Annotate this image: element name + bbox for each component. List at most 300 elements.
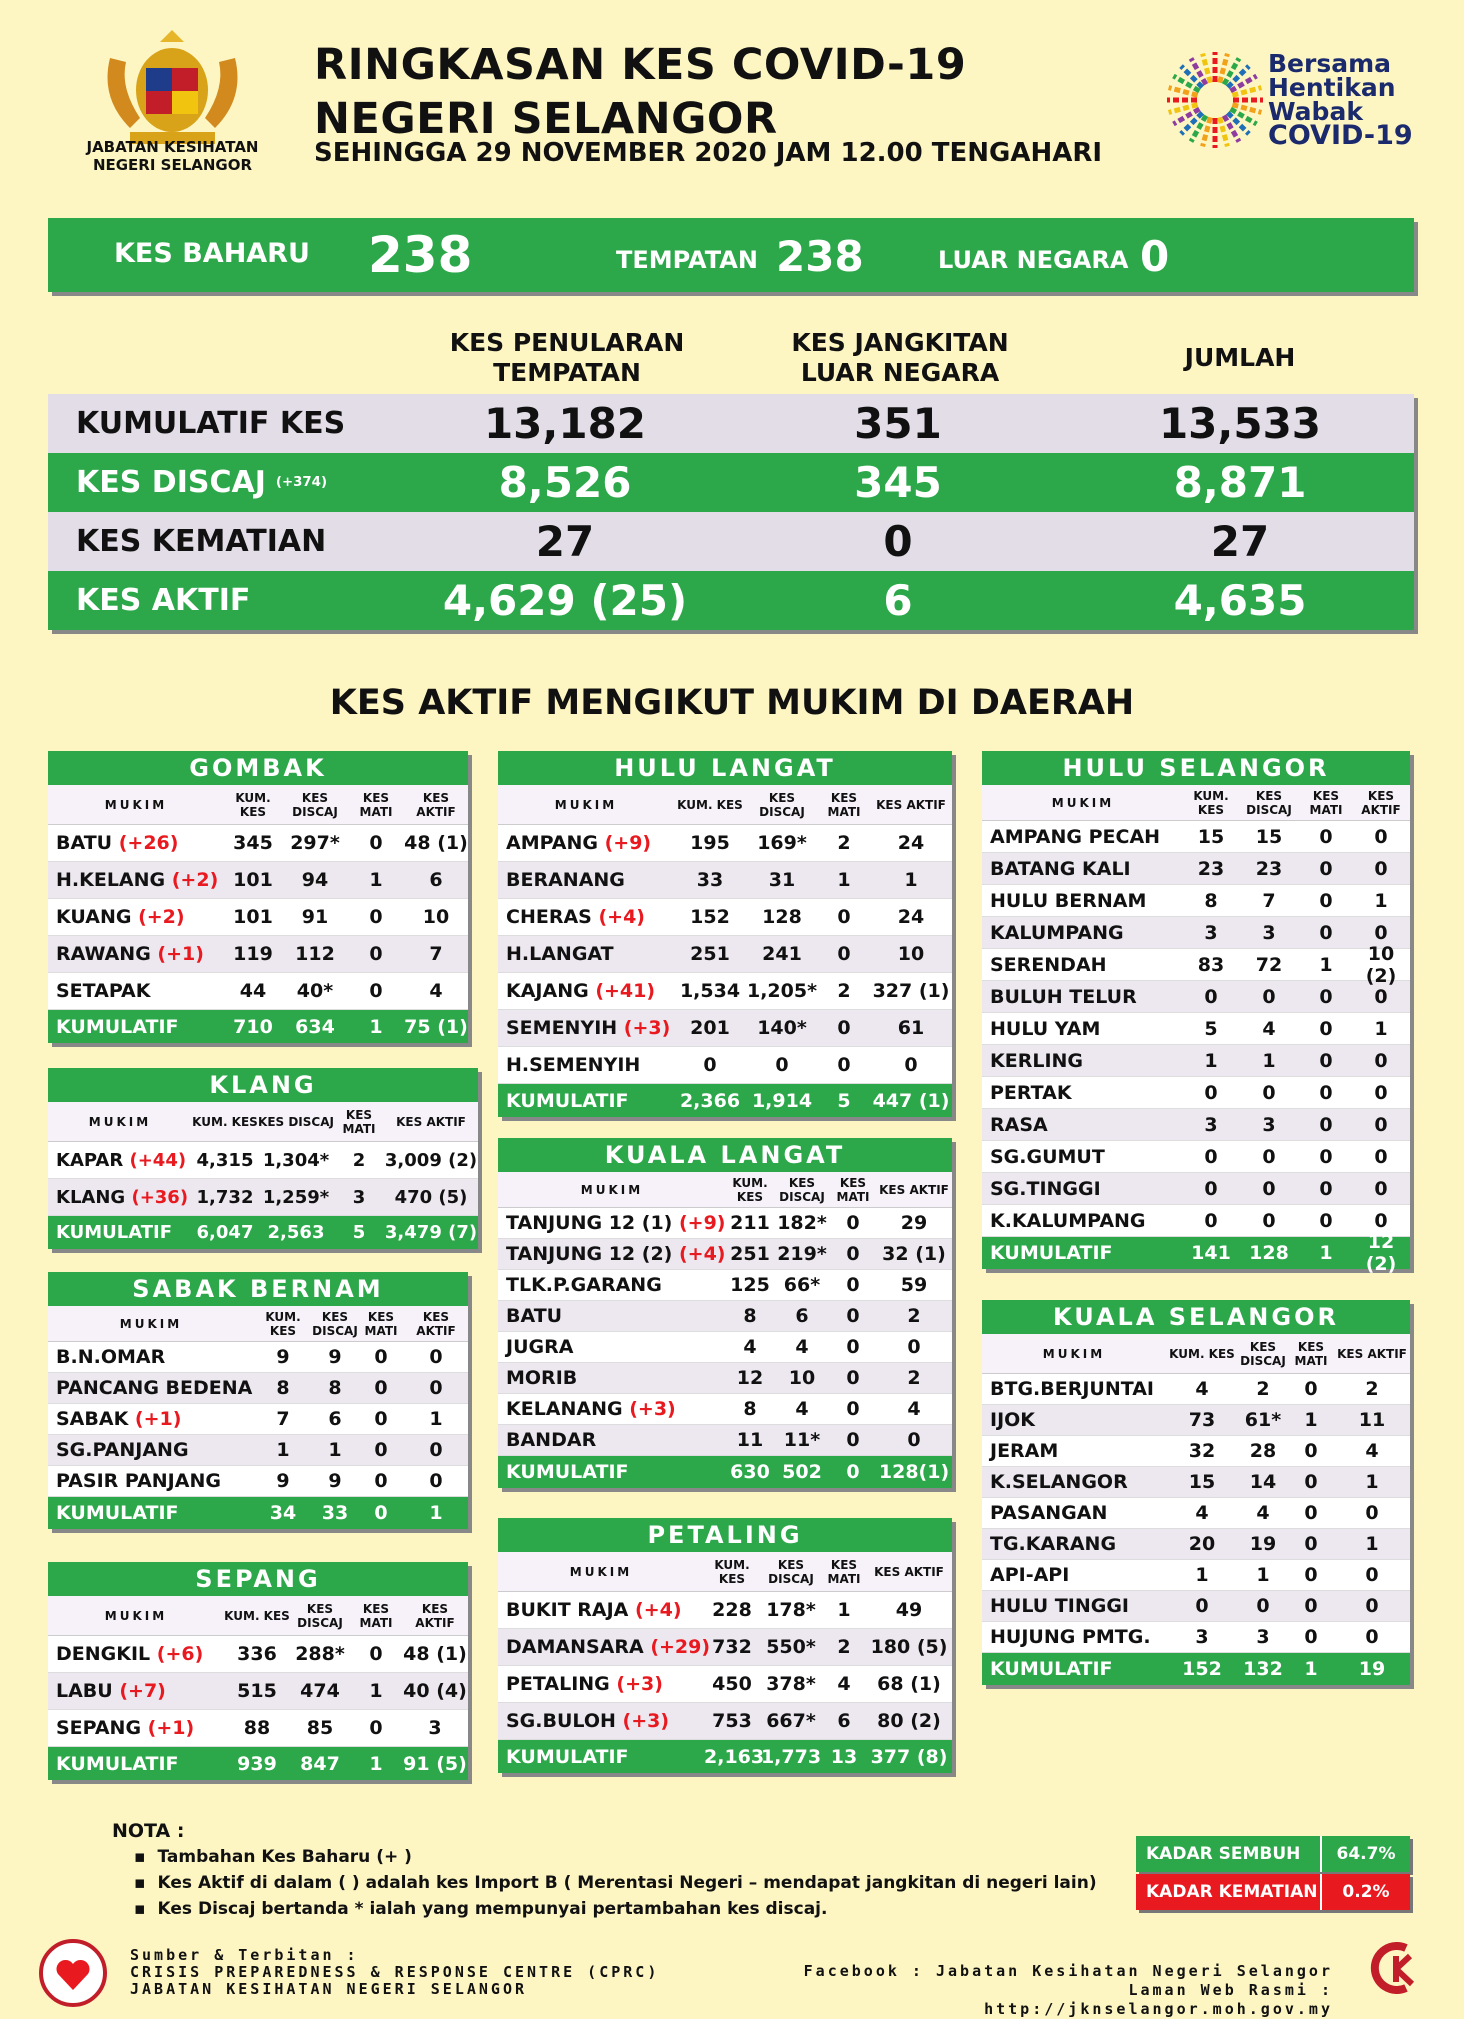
mukim-cell <box>498 832 674 854</box>
notes-title: NOTA : <box>112 1820 185 1842</box>
kumulatif-row <box>982 1653 1410 1685</box>
value-cell: 11* <box>783 1429 821 1451</box>
table-row <box>498 1592 952 1629</box>
table-row <box>498 825 952 862</box>
value-cell: 0 <box>904 1054 918 1076</box>
value-cell: 0 <box>1365 1595 1379 1617</box>
value-cell: 4 <box>795 1398 809 1420</box>
mukim-name: K.SELANGOR <box>990 1471 1128 1493</box>
panel-title: KUALA LANGAT <box>498 1138 952 1172</box>
panel-header-cell: KES MATI <box>1294 1339 1328 1368</box>
mukim-cell <box>982 1114 1184 1136</box>
new-cases-delta: (+9) <box>678 1212 726 1234</box>
panel-header-row <box>48 785 468 825</box>
value-cell: 515 <box>237 1680 277 1702</box>
table-row <box>982 1405 1410 1436</box>
mukim-cell <box>982 1050 1184 1072</box>
value-cell: 19 <box>1249 1533 1277 1555</box>
death-rate-label: KADAR KEMATIAN <box>1146 1882 1318 1902</box>
value-cell: 15 <box>1255 825 1283 848</box>
new-cases-delta: (+1) <box>147 1717 195 1739</box>
kumulatif-value: 1 <box>1304 1658 1318 1680</box>
footer-source-line3: JABATAN KESIHATAN NEGERI SELANGOR <box>130 1980 528 1998</box>
panel-header-cell: KES DISCAJ <box>297 1601 343 1630</box>
mukim-cell <box>982 1409 1166 1431</box>
mukim-name: KUANG <box>56 906 139 928</box>
table-row <box>498 899 952 936</box>
kumulatif-value: 447 (1) <box>872 1089 950 1112</box>
dept-line2: NEGERI SELANGOR <box>92 156 253 174</box>
mukim-name: BUKIT RAJA <box>506 1599 636 1621</box>
kumulatif-value: 630 <box>730 1461 770 1483</box>
value-cell: 1,304* <box>262 1149 330 1171</box>
panel-header-row <box>498 1172 952 1208</box>
value-cell: 40 (4) <box>403 1680 467 1702</box>
value-cell: 4 <box>429 980 443 1002</box>
table-row <box>48 1373 468 1404</box>
mukim-name: BATU <box>56 832 119 854</box>
value-cell: 297* <box>290 832 340 854</box>
table-row <box>982 853 1410 885</box>
value-cell: 0 <box>369 1717 383 1739</box>
mukim-cell <box>48 1346 254 1368</box>
value-cell: 0 <box>907 1336 921 1358</box>
table-row <box>48 1142 478 1179</box>
new-cases-delta: (+1) <box>157 943 204 965</box>
new-cases-delta: (+36) <box>131 1186 189 1208</box>
value-cell: 251 <box>730 1243 770 1265</box>
mukim-cell <box>498 1243 726 1265</box>
kumulatif-label: KUMULATIF <box>506 1461 629 1483</box>
notes <box>112 1820 1097 1922</box>
table-row <box>498 1629 952 1666</box>
value-cell: 0 <box>1374 985 1388 1008</box>
panel-header-cell: KES DISCAJ <box>768 1557 814 1586</box>
value-cell: 1 <box>1195 1564 1209 1586</box>
mukim-cell <box>498 1673 704 1695</box>
panel-header-cell: KUM. KES <box>732 1175 768 1204</box>
col2-line1: KES JANGKITAN <box>791 328 1009 357</box>
value-cell: 1 <box>328 1439 342 1461</box>
value-cell: 0 <box>1304 1471 1318 1493</box>
mukim-name: BANDAR <box>506 1429 597 1451</box>
summary-value: 27 <box>1210 517 1270 566</box>
value-cell: 15 <box>1188 1471 1216 1493</box>
kumulatif-value: 939 <box>237 1752 277 1775</box>
mukim-name: H.KELANG <box>56 869 172 891</box>
value-cell: 0 <box>1319 1049 1333 1072</box>
mukim-name: RAWANG <box>56 943 158 965</box>
kumulatif-row <box>48 1216 478 1249</box>
value-cell: 0 <box>1204 985 1218 1008</box>
value-cell: 48 (1) <box>404 832 468 854</box>
mukim-cell <box>48 1377 254 1399</box>
panel-title: KUALA SELANGOR <box>982 1300 1410 1334</box>
kumulatif-value: 33 <box>321 1502 349 1524</box>
value-cell: 5 <box>1204 1017 1218 1040</box>
table-row <box>982 1560 1410 1591</box>
value-cell: 91 <box>301 906 329 928</box>
mukim-cell <box>498 869 674 891</box>
table-row <box>48 825 468 862</box>
panel-header-cell: KES AKTIF <box>416 1309 456 1338</box>
panel-header-cell: KES MATI <box>827 1557 861 1586</box>
panel-header-cell: KUM. KES <box>1169 1346 1235 1361</box>
panel-header-cell: KUM. KES <box>677 797 743 812</box>
value-cell: 48 (1) <box>403 1643 467 1665</box>
col-header-tempatan <box>430 328 704 388</box>
mukim-name: SERENDAH <box>990 953 1107 976</box>
summary-row-label: KES DISCAJ <box>76 465 266 500</box>
value-cell: 2 <box>837 832 851 854</box>
value-cell: 9 <box>276 1470 290 1492</box>
heart-badge-icon <box>38 1938 108 2008</box>
value-cell: 0 <box>1319 1017 1333 1040</box>
mukim-name: KALUMPANG <box>990 921 1124 944</box>
summary-value: 0 <box>883 517 913 566</box>
logo-line2: Hentikan <box>1268 73 1396 102</box>
mukim-name: KERLING <box>990 1049 1084 1072</box>
panel-hulu-langat <box>498 751 952 1117</box>
footer-facebook: Facebook : Jabatan Kesihatan Negeri Selangor <box>803 1962 1333 1980</box>
table-row <box>498 936 952 973</box>
table-row <box>498 1425 952 1456</box>
value-cell: 23 <box>1197 857 1225 880</box>
table-row <box>982 1013 1410 1045</box>
value-cell: 61 <box>897 1017 925 1039</box>
value-cell: 8 <box>276 1377 290 1399</box>
tempatan-value: 238 <box>776 232 864 281</box>
value-cell: 1 <box>1204 1049 1218 1072</box>
value-cell: 9 <box>328 1470 342 1492</box>
kumulatif-label: KUMULATIF <box>56 1015 179 1038</box>
mukim-cell <box>48 1150 192 1171</box>
panel-title: HULU SELANGOR <box>982 751 1410 785</box>
mukim-name: KAJANG <box>506 980 596 1002</box>
panel-header-row <box>982 785 1410 821</box>
campaign-logo-text <box>1268 49 1413 151</box>
value-cell: 11 <box>1358 1409 1386 1431</box>
value-cell: 178* <box>766 1599 816 1621</box>
col1-line2: TEMPATAN <box>493 358 641 387</box>
value-cell: 32 (1) <box>882 1243 946 1265</box>
panel-header-cell: KES AKTIF <box>876 797 946 812</box>
value-cell: 1 <box>1374 889 1388 912</box>
value-cell: 4 <box>1365 1440 1379 1462</box>
table-row <box>498 1703 952 1740</box>
value-cell: 4 <box>1262 1017 1276 1040</box>
value-cell: 0 <box>1319 1081 1333 1104</box>
mukim-name: RASA <box>990 1113 1048 1136</box>
value-cell: 450 <box>712 1673 752 1695</box>
mukim-cell <box>498 1636 711 1658</box>
mukim-cell <box>982 1595 1166 1617</box>
value-cell: 327 (1) <box>872 980 950 1002</box>
table-row <box>498 1208 952 1239</box>
value-cell: 211 <box>730 1212 770 1234</box>
panel-kuala-langat <box>498 1138 952 1488</box>
value-cell: 10 <box>788 1367 816 1389</box>
value-cell: 101 <box>233 906 273 928</box>
panel-header-row <box>498 1552 952 1592</box>
value-cell: 2 <box>907 1367 921 1389</box>
value-cell: 119 <box>233 943 273 965</box>
value-cell: 11 <box>736 1429 764 1451</box>
mukim-name: HULU TINGGI <box>990 1595 1129 1617</box>
value-cell: 0 <box>374 1408 388 1430</box>
value-cell: 4 <box>1195 1502 1209 1524</box>
summary-value: 345 <box>854 458 942 507</box>
value-cell: 1 <box>1319 953 1333 976</box>
value-cell: 40* <box>296 980 334 1002</box>
tempatan-label: TEMPATAN <box>616 246 758 274</box>
value-cell: 0 <box>846 1367 860 1389</box>
kumulatif-value: 141 <box>1191 1242 1231 1264</box>
mukim-cell <box>498 980 674 1002</box>
value-cell: 44 <box>239 980 267 1002</box>
value-cell: 0 <box>1204 1081 1218 1104</box>
value-cell: 23 <box>1255 857 1283 880</box>
summary-value: 6 <box>883 576 913 625</box>
kumulatif-value: 91 (5) <box>403 1752 467 1775</box>
mukim-cell <box>982 826 1184 848</box>
value-cell: 0 <box>429 1377 443 1399</box>
mukim-cell <box>498 1336 726 1358</box>
table-row <box>982 1045 1410 1077</box>
value-cell: 8 <box>1204 889 1218 912</box>
mukim-name: SG.PANJANG <box>56 1439 189 1461</box>
kumulatif-row <box>498 1456 952 1488</box>
recovery-rate-label: KADAR SEMBUH <box>1146 1844 1301 1864</box>
kumulatif-value: 634 <box>295 1015 335 1038</box>
value-cell: 474 <box>300 1680 340 1702</box>
panel-header-row <box>982 1334 1410 1374</box>
table-row <box>982 1498 1410 1529</box>
mukim-cell <box>982 1564 1166 1586</box>
mukim-name: TANJUNG 12 (2) <box>506 1243 679 1265</box>
panel-header-cell: KES AKTIF <box>1337 1346 1407 1361</box>
kes-baharu-value: 238 <box>368 226 473 284</box>
value-cell: 0 <box>846 1429 860 1451</box>
value-cell: 0 <box>1374 1049 1388 1072</box>
value-cell: 0 <box>1374 1113 1388 1136</box>
mukim-cell <box>48 1717 224 1739</box>
footer-source-line2: CRISIS PREPAREDNESS & RESPONSE CENTRE (CPRC) <box>130 1963 660 1981</box>
value-cell: 3 <box>1262 1113 1276 1136</box>
panel-header-row <box>498 785 952 825</box>
value-cell: 336 <box>237 1643 277 1665</box>
kumulatif-row <box>48 1497 468 1529</box>
panel-header-row <box>48 1306 468 1342</box>
kumulatif-value: 1 <box>369 1752 383 1775</box>
cprc-logo-icon <box>1366 1938 1426 1998</box>
kumulatif-value: 1,773 <box>760 1745 822 1768</box>
value-cell: 4 <box>743 1336 757 1358</box>
table-row <box>48 973 468 1010</box>
value-cell: 0 <box>1204 1209 1218 1232</box>
mukim-cell <box>982 1018 1184 1040</box>
panel-header-cell: KES DISCAJ <box>312 1309 358 1338</box>
panel-gombak <box>48 751 468 1043</box>
value-cell: 0 <box>837 1054 851 1076</box>
new-cases-delta: (+3) <box>616 1673 663 1695</box>
value-cell: 169* <box>757 832 807 854</box>
panel-header-cell: KUM. KES <box>1193 788 1229 817</box>
mukim-name: BATANG KALI <box>990 857 1131 880</box>
panel-header-cell: KES DISCAJ <box>258 1114 334 1129</box>
kumulatif-label: KUMULATIF <box>506 1745 629 1768</box>
value-cell: 24 <box>897 832 925 854</box>
value-cell: 12 <box>736 1367 764 1389</box>
value-cell: 85 <box>306 1717 334 1739</box>
value-cell: 0 <box>907 1429 921 1451</box>
value-cell: 0 <box>1365 1626 1379 1648</box>
kumulatif-label: KUMULATIF <box>990 1242 1113 1264</box>
value-cell: 550* <box>766 1636 816 1658</box>
new-cases-delta: (+41) <box>595 980 656 1002</box>
panel-petaling <box>498 1518 952 1773</box>
death-rate <box>1136 1874 1410 1910</box>
value-cell: 4 <box>907 1398 921 1420</box>
value-cell: 10 <box>422 906 450 928</box>
mukim-cell <box>982 922 1184 944</box>
kumulatif-value: 2,163 <box>704 1745 765 1768</box>
sunburst-icon <box>1160 45 1270 155</box>
value-cell: 0 <box>369 980 383 1002</box>
table-row <box>498 1270 952 1301</box>
summary-row-label: KES KEMATIAN <box>76 524 327 559</box>
value-cell: 32 <box>1188 1440 1216 1462</box>
value-cell: 0 <box>703 1054 717 1076</box>
value-cell: 61* <box>1244 1409 1282 1431</box>
kumulatif-value: 34 <box>269 1502 297 1524</box>
kumulatif-row <box>982 1231 1410 1275</box>
mukim-name: BERANANG <box>506 869 625 891</box>
table-row <box>982 885 1410 917</box>
value-cell: 0 <box>369 943 383 965</box>
value-cell: 0 <box>1304 1626 1318 1648</box>
value-cell: 29 <box>900 1212 928 1234</box>
mukim-name: PASIR PANJANG <box>56 1470 221 1492</box>
panel-header-cell: KES MATI <box>364 1309 398 1338</box>
mukim-cell <box>498 1212 726 1234</box>
value-cell: 7 <box>429 943 443 965</box>
value-cell: 88 <box>243 1717 271 1739</box>
value-cell: 0 <box>1319 825 1333 848</box>
value-cell: 8 <box>328 1377 342 1399</box>
value-cell: 3 <box>352 1186 366 1208</box>
value-cell: 0 <box>429 1439 443 1461</box>
value-cell: 0 <box>837 1017 851 1039</box>
mukim-name: PASANGAN <box>990 1502 1108 1524</box>
value-cell: 128 <box>762 906 802 928</box>
page-subtitle: SEHINGGA 29 NOVEMBER 2020 JAM 12.00 TENGAHARI <box>314 138 1103 168</box>
panel-header-cell: KUM. KES <box>224 1608 290 1623</box>
value-cell: 0 <box>369 1643 383 1665</box>
new-cases-banner <box>48 218 1414 292</box>
mukim-cell <box>498 1054 674 1076</box>
summary-value: 4,635 <box>1173 576 1307 625</box>
value-cell: 68 (1) <box>877 1673 941 1695</box>
value-cell: 1,732 <box>196 1186 254 1208</box>
value-cell: 59 <box>900 1274 928 1296</box>
new-cases-delta: (+29) <box>650 1636 711 1658</box>
value-cell: 3 <box>1262 921 1276 944</box>
recovery-rate-value: 64.7% <box>1320 1836 1410 1872</box>
value-cell: 80 (2) <box>877 1710 941 1732</box>
value-cell: 2 <box>1365 1378 1379 1400</box>
note-item: ▪ Kes Discaj bertanda * ialah yang mempunyai pertambahan kes discaj. <box>134 1896 1097 1922</box>
mukim-cell <box>48 980 224 1002</box>
new-cases-delta: (+2) <box>171 869 219 891</box>
mukim-cell <box>498 1429 726 1451</box>
mukim-name: API-API <box>990 1564 1070 1586</box>
panel-header-cell: KES DISCAJ <box>292 790 338 819</box>
kumulatif-value: 1 <box>1319 1242 1333 1264</box>
value-cell: 195 <box>690 832 730 854</box>
mukim-name: H.LANGAT <box>506 943 614 965</box>
panel-header-cell: KES AKTIF <box>415 1601 455 1630</box>
new-cases-delta: (+6) <box>156 1643 204 1665</box>
value-cell: 3 <box>428 1717 442 1739</box>
panel-header-row <box>48 1596 468 1636</box>
value-cell: 0 <box>1374 1081 1388 1104</box>
mukim-cell <box>982 1146 1184 1168</box>
kumulatif-label: KUMULATIF <box>56 1222 173 1243</box>
value-cell: 2 <box>1256 1378 1270 1400</box>
value-cell: 0 <box>1304 1533 1318 1555</box>
kumulatif-value: 132 <box>1243 1658 1283 1680</box>
mukim-cell <box>982 1210 1184 1232</box>
value-cell: 7 <box>276 1408 290 1430</box>
death-rate-value: 0.2% <box>1320 1874 1410 1910</box>
new-cases-delta: (+2) <box>138 906 185 928</box>
table-row <box>982 917 1410 949</box>
table-row <box>982 1467 1410 1498</box>
new-cases-delta: (+3) <box>629 1398 676 1420</box>
table-row <box>982 1436 1410 1467</box>
new-cases-delta: (+3) <box>623 1017 671 1039</box>
mukim-name: TG.KARANG <box>990 1533 1117 1555</box>
panel-title: KLANG <box>48 1068 478 1102</box>
value-cell: 1 <box>1374 1017 1388 1040</box>
kumulatif-value: 19 <box>1358 1658 1386 1680</box>
table-row <box>982 1622 1410 1653</box>
value-cell: 201 <box>690 1017 730 1039</box>
value-cell: 20 <box>1188 1533 1216 1555</box>
summary-row <box>48 571 1414 630</box>
mukim-cell <box>498 1274 726 1296</box>
kumulatif-value: 6,047 <box>196 1222 254 1243</box>
value-cell: 0 <box>1374 1145 1388 1168</box>
mukim-cell <box>48 1187 192 1208</box>
mukim-name: B.N.OMAR <box>56 1346 166 1368</box>
mukim-name: HULU YAM <box>990 1017 1101 1040</box>
value-cell: 0 <box>1304 1595 1318 1617</box>
new-cases-delta: (+4) <box>635 1599 682 1621</box>
value-cell: 0 <box>1304 1378 1318 1400</box>
value-cell: 28 <box>1249 1440 1277 1462</box>
value-cell: 2 <box>837 980 851 1002</box>
kumulatif-value: 377 (8) <box>870 1745 948 1768</box>
panel-title: PETALING <box>498 1518 952 1552</box>
mukim-cell <box>498 1305 726 1327</box>
panel-header-row <box>48 1102 478 1142</box>
value-cell: 9 <box>276 1346 290 1368</box>
panel-kuala-selangor <box>982 1300 1410 1685</box>
value-cell: 140* <box>757 1017 807 1039</box>
value-cell: 3,009 (2) <box>384 1149 478 1171</box>
